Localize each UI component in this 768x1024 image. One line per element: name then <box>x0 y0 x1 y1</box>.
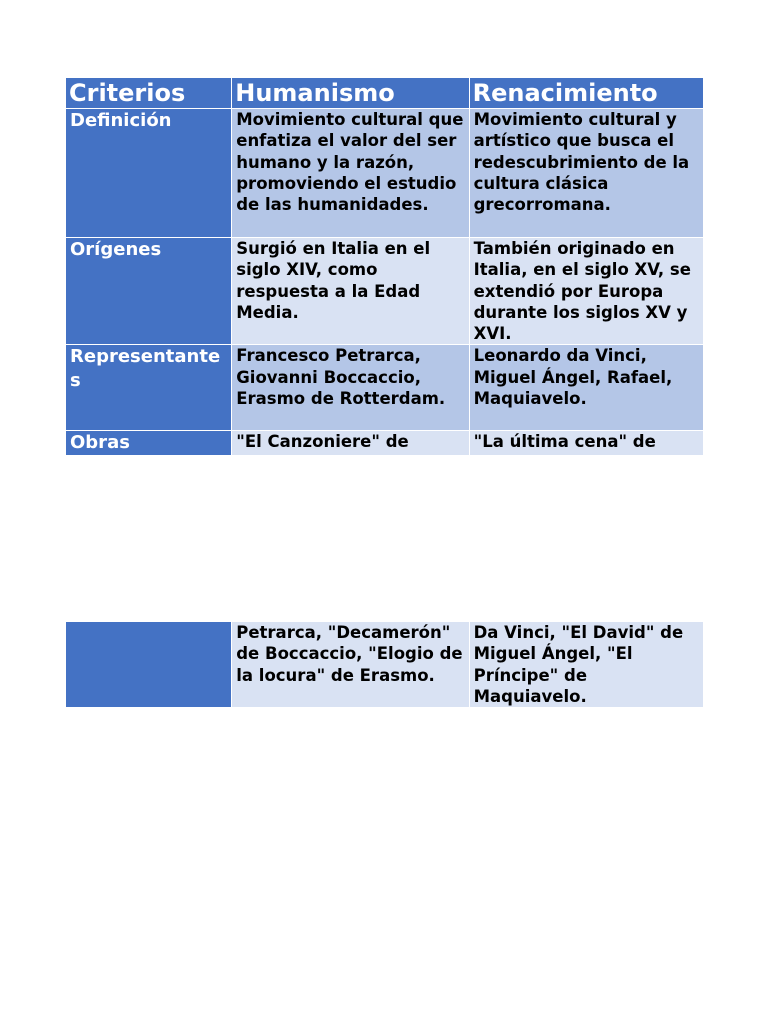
cell-renacimiento-origenes: También originado en Italia, en el siglo XV, se extendió por Europa durante los siglos XV y XVI. <box>469 238 703 345</box>
cell-humanismo-obras-continued: Petrarca, "Decamerón" de Boccaccio, "Elogio de la locura" de Erasmo. <box>232 622 469 708</box>
cell-humanismo-representantes: Francesco Petrarca, Giovanni Boccaccio, Erasmo de Rotterdam. <box>232 345 469 431</box>
table-row <box>66 238 704 345</box>
cell-renacimiento-obras: "La última cena" de <box>469 431 703 456</box>
comparison-table-continuation <box>65 621 704 708</box>
header-criterios: Criterios <box>66 78 232 109</box>
table-row <box>66 622 704 708</box>
cell-renacimiento-definicion: Movimiento cultural y artístico que busca el redescubrimiento de la cultura clásica grecorromana. <box>469 109 703 238</box>
row-label-origenes: Orígenes <box>66 238 232 345</box>
row-label-obras-continued <box>66 622 232 708</box>
cell-humanismo-definicion: Movimiento cultural que enfatiza el valor del ser humano y la razón, promoviendo el estudio de las humanidades. <box>232 109 469 238</box>
cell-humanismo-obras: "El Canzoniere" de <box>232 431 469 456</box>
row-label-definicion: Definición <box>66 109 232 238</box>
table-row <box>66 431 704 456</box>
table-row <box>66 345 704 431</box>
comparison-table <box>65 77 704 456</box>
table-header-row <box>66 78 704 109</box>
cell-renacimiento-obras-continued: Da Vinci, "El David" de Miguel Ángel, "El Príncipe" de Maquiavelo. <box>469 622 703 708</box>
cell-humanismo-origenes: Surgió en Italia en el siglo XIV, como respuesta a la Edad Media. <box>232 238 469 345</box>
header-humanismo: Humanismo <box>232 78 469 109</box>
row-label-obras: Obras <box>66 431 232 456</box>
table-row <box>66 109 704 238</box>
row-label-representantes: Representantes <box>66 345 232 431</box>
cell-renacimiento-representantes: Leonardo da Vinci, Miguel Ángel, Rafael, Maquiavelo. <box>469 345 703 431</box>
header-renacimiento: Renacimiento <box>469 78 703 109</box>
